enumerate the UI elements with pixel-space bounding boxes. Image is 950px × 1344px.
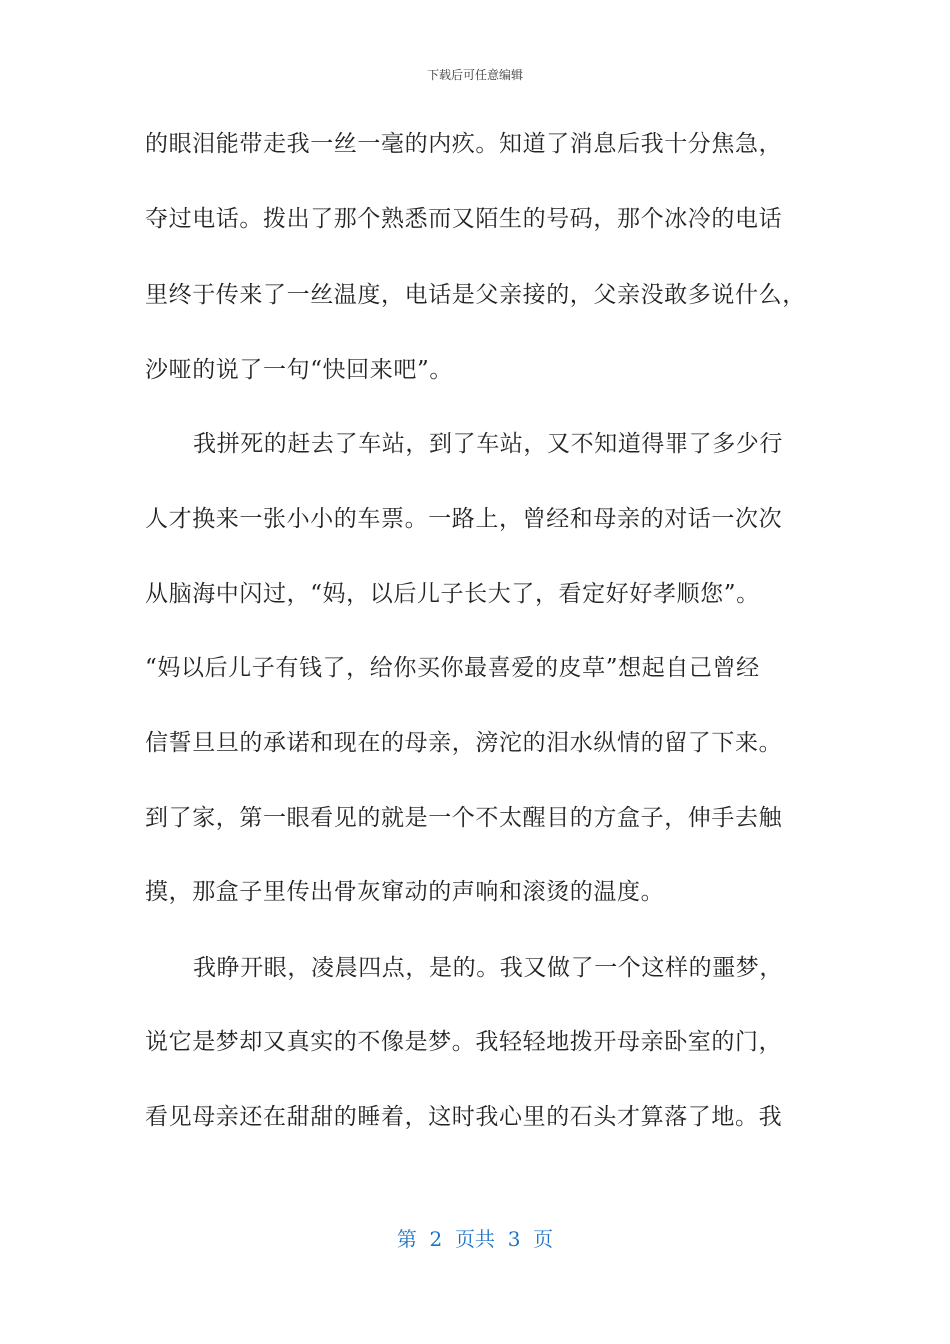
text-line: 沙哑的说了一句“快回来吧”。 — [145, 357, 453, 383]
text-line: 的眼泪能带走我一丝一毫的内疚。知道了消息后我十分焦急， — [145, 131, 783, 157]
text-line: 说它是梦却又真实的不像是梦。我轻轻地拨开母亲卧室的门， — [145, 1029, 783, 1055]
text-line: 从脑海中闪过，“妈，以后儿子长大了，看定好好孝顺您”。 — [145, 581, 760, 607]
text-line: 信誓旦旦的承诺和现在的母亲，滂沱的泪水纵情的留了下来。 — [145, 730, 783, 756]
text-line: 看见母亲还在甜甜的睡着，这时我心里的石头才算落了地。我 — [145, 1104, 783, 1130]
page-header-note: 下载后可任意编辑 — [426, 68, 523, 82]
paragraph-first-line: 我拼死的赶去了车站，到了车站，又不知道得罪了多少行 — [193, 431, 783, 457]
page-number-footer: 第 2 页共 3 页 — [396, 1227, 554, 1251]
text-line: 到了家，第一眼看见的就是一个不太醒目的方盒子，伸手去触 — [145, 805, 783, 831]
text-line: “妈以后儿子有钱了，给你买你最喜爱的皮草”想起自己曾经 — [145, 655, 760, 681]
text-line: 夺过电话。拨出了那个熟悉而又陌生的号码，那个冰冷的电话 — [145, 206, 783, 232]
text-line: 人才换来一张小小的车票。一路上，曾经和母亲的对话一次次 — [145, 506, 783, 532]
paragraph-first-line: 我睁开眼，凌晨四点，是的。我又做了一个这样的噩梦， — [193, 955, 783, 981]
text-line: 里终于传来了一丝温度，电话是父亲接的，父亲没敢多说什么， — [145, 282, 806, 308]
text-line: 摸，那盒子里传出骨灰窜动的声响和滚烫的温度。 — [145, 879, 665, 905]
